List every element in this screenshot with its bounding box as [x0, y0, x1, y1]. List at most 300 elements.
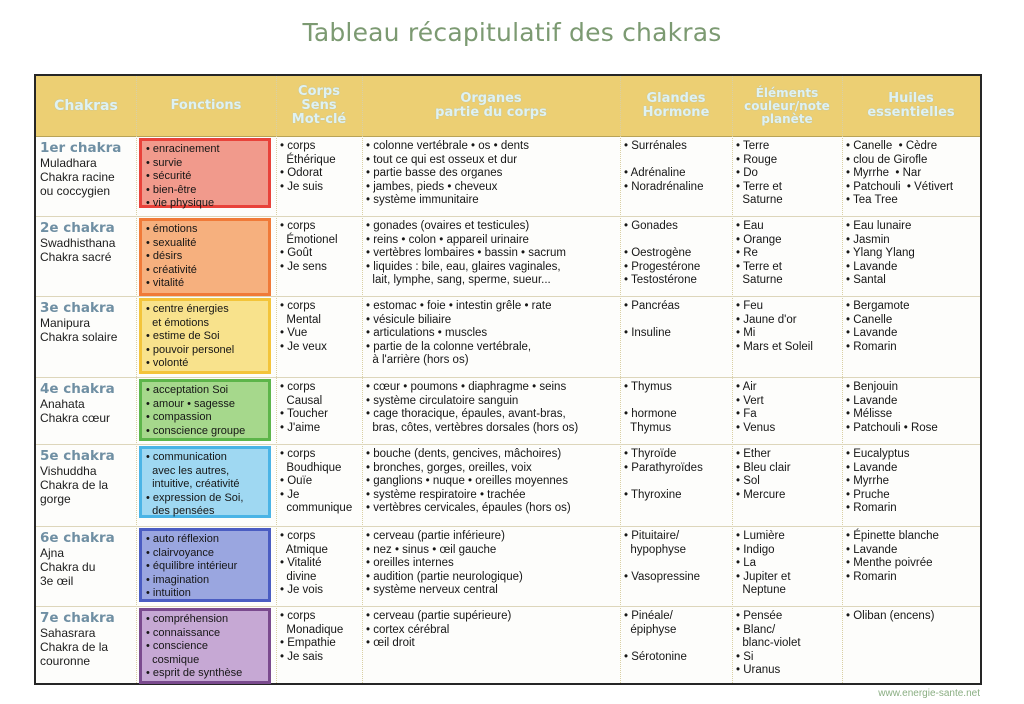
table-row — [36, 377, 980, 444]
glandes-list — [624, 448, 732, 502]
list-item: • esprit de synthèse — [146, 667, 243, 680]
chakra-subtitle: Swadhisthana Chakra sacré — [40, 236, 116, 264]
list-item: • Indigo — [736, 543, 775, 556]
organes-list — [366, 220, 620, 288]
list-item: • Vert — [736, 394, 764, 407]
chakra-name — [40, 300, 136, 344]
fonctions-box — [139, 528, 271, 602]
corps-list — [280, 610, 362, 664]
elements-cell — [736, 300, 842, 354]
list-item: • vitalité — [146, 277, 185, 290]
list-item: • Ether — [736, 448, 771, 460]
list-item: • Bleu clair — [736, 461, 791, 474]
elements-cell — [736, 140, 842, 208]
list-item: Neptune — [736, 584, 786, 597]
list-item: Boudhique — [280, 461, 342, 474]
fonctions-box — [139, 298, 271, 374]
header-organes: Organes partie du corps — [435, 91, 547, 120]
huiles-list — [846, 220, 980, 288]
list-item: • corps — [280, 530, 316, 542]
list-item: • désirs — [146, 250, 183, 263]
row-divider — [36, 377, 980, 378]
chakra-name — [40, 381, 136, 425]
list-item: • Gonades — [624, 220, 678, 232]
elements-cell — [736, 448, 842, 502]
organes-cell — [366, 448, 620, 516]
chakra-subtitle: Anahata Chakra cœur — [40, 397, 111, 425]
glandes-cell — [624, 448, 732, 502]
list-item: • partie de la colonne vertébrale, — [366, 340, 532, 353]
elements-cell — [736, 530, 842, 598]
glandes-list — [624, 140, 732, 194]
elements-list — [736, 300, 842, 354]
corps-cell — [280, 140, 362, 194]
chakra-number: 3e chakra — [40, 300, 115, 316]
list-item: communique — [280, 502, 353, 515]
corps-list — [280, 381, 362, 435]
list-item: • Romarin — [846, 502, 897, 515]
huiles-list — [846, 300, 980, 354]
list-item: • Pruche — [846, 488, 890, 501]
huiles-cell — [846, 530, 980, 584]
chakra-number: 2e chakra — [40, 220, 115, 236]
list-item: • Feu — [736, 300, 764, 312]
list-item: • Lumière — [736, 530, 785, 542]
list-item: cosmique — [146, 653, 200, 666]
fonctions-list — [146, 223, 264, 291]
list-item: • Menthe poivrée — [846, 557, 933, 570]
list-item: • Pancréas — [624, 300, 680, 312]
list-item: • Pinéale/ — [624, 610, 673, 622]
table-row — [36, 296, 980, 377]
list-item: • Je sais — [280, 650, 324, 663]
chakra-number: 4e chakra — [40, 381, 115, 397]
list-item: • Testostérone — [624, 274, 697, 287]
list-item: • Mi — [736, 327, 756, 340]
list-item: • imagination — [146, 573, 210, 586]
corps-cell — [280, 530, 362, 598]
list-item: • reins • colon • appareil urinaire — [366, 233, 529, 246]
elements-cell — [736, 381, 842, 435]
list-item: • Goût — [280, 247, 313, 260]
glandes-list — [624, 381, 732, 435]
list-item: • Myrrhe — [846, 475, 890, 488]
list-item: • conscience — [146, 640, 208, 653]
elements-cell — [736, 220, 842, 288]
huiles-cell — [846, 140, 980, 208]
list-item: • œil droit — [366, 637, 415, 650]
list-item: intuitive, créativité — [146, 478, 240, 491]
organes-list — [366, 530, 620, 598]
chakra-subtitle: Vishuddha Chakra de la gorge — [40, 464, 109, 506]
chakra-name — [40, 140, 136, 198]
list-item: • corps — [280, 140, 316, 152]
corps-cell — [280, 610, 362, 664]
organes-list — [366, 300, 620, 368]
list-item: Éthérique — [280, 153, 336, 166]
glandes-cell — [624, 381, 732, 435]
list-item: Émotionel — [280, 233, 338, 246]
list-item: • estime de Soi — [146, 330, 220, 343]
huiles-list — [846, 530, 980, 584]
glandes-cell — [624, 300, 732, 341]
elements-list — [736, 140, 842, 208]
table-row — [36, 216, 980, 296]
list-item: • Si — [736, 650, 754, 663]
organes-list — [366, 610, 620, 651]
chakra-subtitle: Muladhara Chakra racine ou coccygien — [40, 156, 115, 198]
chakra-name — [40, 530, 136, 588]
header-elements: Éléments couleur/note planète — [744, 85, 830, 126]
list-item: • Eau — [736, 220, 764, 232]
list-item: Atmique — [280, 543, 328, 556]
list-item: • cage thoracique, épaules, avant-bras, — [366, 408, 566, 421]
huiles-list — [846, 448, 980, 516]
organes-cell — [366, 140, 620, 208]
corps-cell — [280, 381, 362, 435]
list-item: • Air — [736, 381, 757, 393]
row-divider — [36, 606, 980, 607]
list-item: • connaissance — [146, 626, 221, 639]
list-item: hypophyse — [624, 543, 687, 556]
glandes-list — [624, 220, 732, 288]
list-item: • gonades (ovaires et testicules) — [366, 220, 530, 232]
list-item: • La — [736, 557, 757, 570]
list-item: • Je vois — [280, 584, 324, 597]
list-item: Saturne — [736, 274, 783, 287]
list-item: • Ylang Ylang — [846, 247, 915, 260]
organes-list — [366, 381, 620, 435]
organes-cell — [366, 220, 620, 288]
list-item: des pensées — [146, 505, 215, 518]
list-item: • Pituitaire/ — [624, 530, 680, 542]
chakra-number: 6e chakra — [40, 530, 115, 546]
list-item: • Noradrénaline — [624, 180, 704, 193]
list-item: • bronches, gorges, oreilles, voix — [366, 461, 532, 474]
list-item: avec les autres, — [146, 464, 230, 477]
list-item — [624, 557, 732, 571]
list-item — [624, 475, 732, 489]
list-item: • système immunitaire — [366, 194, 479, 207]
list-item: • enracinement — [146, 143, 220, 155]
list-item: • nez • sinus • œil gauche — [366, 543, 497, 556]
corps-list — [280, 220, 362, 274]
list-item: • Vasopressine — [624, 570, 701, 583]
list-item: Saturne — [736, 194, 783, 207]
list-item: et émotions — [146, 316, 209, 329]
list-item: divine — [280, 570, 317, 583]
list-item: • amour • sagesse — [146, 397, 236, 410]
list-item: • vertèbres lombaires • bassin • sacrum — [366, 247, 566, 260]
list-item: • cerveau (partie supérieure) — [366, 610, 512, 622]
fonctions-box — [139, 218, 271, 296]
huiles-list — [846, 610, 980, 624]
list-item: • Mercure — [736, 488, 786, 501]
header-corps: Corps Sens Mot-clé — [291, 84, 347, 127]
chakra-subtitle: Manipura Chakra solaire — [40, 316, 118, 344]
chakra-subtitle: Sahasrara Chakra de la couronne — [40, 626, 109, 668]
list-item: • cœur • poumons • diaphragme • seins — [366, 381, 567, 393]
list-item: • Do — [736, 167, 758, 180]
list-item: • ganglions • nuque • oreilles moyennes — [366, 475, 568, 488]
list-item: • Sol — [736, 475, 760, 488]
list-item: • expression de Soi, — [146, 491, 244, 504]
glandes-cell — [624, 530, 732, 584]
table-row — [36, 606, 980, 683]
list-item: • volonté — [146, 357, 189, 370]
list-item: • Lavande — [846, 543, 898, 556]
corps-list — [280, 300, 362, 354]
glandes-list — [624, 300, 732, 341]
huiles-cell — [846, 220, 980, 288]
list-item — [624, 314, 732, 328]
list-item: à l'arrière (hors os) — [366, 354, 469, 367]
corps-list — [280, 448, 362, 516]
list-item: Monadique — [280, 623, 344, 636]
list-item: • corps — [280, 610, 316, 622]
glandes-cell — [624, 610, 732, 664]
elements-list — [736, 610, 842, 678]
list-item: • Je — [280, 488, 300, 501]
corps-cell — [280, 300, 362, 354]
list-item: • colonne vertébrale • os • dents — [366, 140, 529, 152]
list-item: • Lavande — [846, 461, 898, 474]
list-item: • Eau lunaire — [846, 220, 912, 232]
huiles-cell — [846, 300, 980, 354]
list-item: • Vue — [280, 327, 308, 340]
list-item: • Terre et — [736, 260, 782, 273]
list-item: • pouvoir personel — [146, 343, 235, 356]
glandes-list — [624, 610, 732, 664]
list-item: • Rouge — [736, 153, 778, 166]
list-item: • Thyroïde — [624, 448, 677, 460]
fonctions-list — [146, 303, 264, 371]
table-row — [36, 136, 980, 216]
glandes-cell — [624, 140, 732, 194]
source-link[interactable]: www.energie-sante.net — [878, 688, 980, 699]
list-item: • Empathie — [280, 637, 336, 650]
header-huiles: Huiles essentielles — [867, 91, 955, 120]
list-item: Causal — [280, 394, 323, 407]
list-item: • Re — [736, 247, 758, 260]
huiles-cell — [846, 381, 980, 435]
list-item — [624, 154, 732, 168]
header-chakras: Chakras — [54, 98, 118, 114]
list-item — [624, 395, 732, 409]
list-item: • Romarin — [846, 340, 897, 353]
list-item: • sécurité — [146, 170, 192, 183]
huiles-cell — [846, 448, 980, 516]
list-item: • Santal — [846, 274, 886, 287]
elements-list — [736, 220, 842, 288]
list-item: • corps — [280, 381, 316, 393]
list-item: • système nerveux central — [366, 584, 498, 597]
list-item: • tout ce qui est osseux et dur — [366, 153, 518, 166]
list-item: • Orange — [736, 233, 782, 246]
list-item: • système respiratoire • trachée — [366, 488, 526, 501]
corps-cell — [280, 448, 362, 516]
list-item: • vie physique — [146, 197, 215, 210]
list-item: • Toucher — [280, 408, 328, 421]
list-item: • Uranus — [736, 664, 781, 677]
chakra-name — [40, 610, 136, 668]
list-item: • vésicule biliaire — [366, 313, 452, 326]
list-item: • Mars et Soleil — [736, 340, 813, 353]
elements-list — [736, 448, 842, 502]
list-item: • Benjouin — [846, 381, 898, 393]
list-item: • Terre et — [736, 180, 782, 193]
list-item: bras, côtes, vertèbres dorsales (hors os) — [366, 421, 579, 434]
chakra-name — [40, 220, 136, 264]
list-item: lait, lymphe, sang, sperme, sueur... — [366, 274, 551, 287]
list-item: • vertèbres cervicales, épaules (hors os) — [366, 502, 571, 515]
list-item: • Blanc/ — [736, 623, 776, 636]
corps-cell — [280, 220, 362, 274]
list-item: • clairvoyance — [146, 546, 215, 559]
fonctions-list — [146, 384, 264, 438]
fonctions-box — [139, 446, 271, 518]
list-item: • Je suis — [280, 180, 324, 193]
list-item: • Venus — [736, 421, 776, 434]
list-item: • Patchouli • Vétivert — [846, 180, 954, 193]
list-item: • cortex cérébral — [366, 623, 450, 636]
list-item: • Je sens — [280, 260, 327, 273]
elements-list — [736, 530, 842, 598]
fonctions-list — [146, 143, 264, 211]
list-item: • acceptation Soi — [146, 384, 229, 396]
list-item: • compréhension — [146, 613, 229, 625]
list-item: • Myrrhe • Nar — [846, 167, 922, 180]
list-item: • intuition — [146, 587, 191, 600]
fonctions-box — [139, 379, 271, 441]
list-item: • Jaune d'or — [736, 313, 797, 326]
row-divider — [36, 526, 980, 527]
row-divider — [36, 296, 980, 297]
list-item: • Ouïe — [280, 475, 313, 488]
chakra-number: 1er chakra — [40, 140, 122, 156]
list-item: Mental — [280, 313, 321, 326]
list-item: • hormone — [624, 408, 677, 421]
list-item: • Progestérone — [624, 260, 701, 273]
corps-list — [280, 140, 362, 194]
list-item: • Jupiter et — [736, 570, 791, 583]
table-row — [36, 444, 980, 526]
list-item: • Canelle — [846, 313, 893, 326]
list-item: • Thyroxine — [624, 488, 682, 501]
organes-cell — [366, 610, 620, 651]
list-item: • Romarin — [846, 570, 897, 583]
chakra-number: 5e chakra — [40, 448, 115, 464]
table-row — [36, 526, 980, 606]
list-item: • corps — [280, 220, 316, 232]
table-header — [36, 76, 980, 137]
list-item: • corps — [280, 448, 316, 460]
list-item: • Parathyroïdes — [624, 461, 703, 474]
list-item: • sexualité — [146, 236, 197, 249]
elements-cell — [736, 610, 842, 678]
list-item: • Lavande — [846, 394, 898, 407]
row-divider — [36, 444, 980, 445]
list-item: • Patchouli • Rose — [846, 421, 938, 434]
list-item: • survie — [146, 156, 183, 169]
list-item: • Canelle • Cèdre — [846, 140, 938, 152]
list-item: • Terre — [736, 140, 770, 152]
list-item: • Adrénaline — [624, 167, 686, 180]
list-item: • Je veux — [280, 340, 327, 353]
chakra-number: 7e chakra — [40, 610, 115, 626]
list-item: • conscience groupe — [146, 424, 246, 437]
list-item: • Oestrogène — [624, 247, 692, 260]
header-glandes: Glandes Hormone — [642, 91, 710, 120]
list-item: • Thymus — [624, 381, 672, 393]
list-item: • équilibre intérieur — [146, 560, 238, 573]
list-item: • Tea Tree — [846, 194, 898, 207]
huiles-cell — [846, 610, 980, 624]
list-item: • bien-être — [146, 183, 197, 196]
chakra-table — [34, 74, 982, 685]
list-item: Thymus — [624, 421, 672, 434]
list-item: • Insuline — [624, 327, 671, 340]
list-item: • auto réflexion — [146, 533, 219, 545]
list-item: • système circulatoire sanguin — [366, 394, 519, 407]
list-item: • J'aime — [280, 421, 321, 434]
list-item: • centre énergies — [146, 303, 229, 315]
list-item: • audition (partie neurologique) — [366, 570, 523, 583]
organes-cell — [366, 300, 620, 368]
list-item: • Bergamote — [846, 300, 910, 312]
fonctions-list — [146, 451, 264, 519]
list-item: • Lavande — [846, 327, 898, 340]
list-item: • jambes, pieds • cheveux — [366, 180, 498, 193]
list-item: • Mélisse — [846, 408, 893, 421]
list-item: • compassion — [146, 411, 212, 424]
fonctions-list — [146, 613, 264, 681]
organes-cell — [366, 530, 620, 598]
list-item: • bouche (dents, gencives, mâchoires) — [366, 448, 562, 460]
list-item: • Odorat — [280, 167, 323, 180]
list-item: • oreilles internes — [366, 557, 454, 570]
list-item: épiphyse — [624, 623, 677, 636]
list-item: • Eucalyptus — [846, 448, 910, 460]
glandes-list — [624, 530, 732, 584]
list-item: • Sérotonine — [624, 650, 687, 663]
fonctions-box — [139, 608, 271, 684]
chakra-subtitle: Ajna Chakra du 3e œil — [40, 546, 96, 588]
list-item: • corps — [280, 300, 316, 312]
organes-cell — [366, 381, 620, 435]
organes-list — [366, 140, 620, 208]
huiles-list — [846, 140, 980, 208]
list-item: • Jasmin — [846, 233, 890, 246]
elements-list — [736, 381, 842, 435]
list-item: • Lavande — [846, 260, 898, 273]
list-item: • liquides : bile, eau, glaires vaginales, — [366, 260, 561, 273]
organes-list — [366, 448, 620, 516]
header-fonctions: Fonctions — [170, 98, 242, 113]
fonctions-list — [146, 533, 264, 601]
corps-list — [280, 530, 362, 598]
list-item: • émotions — [146, 223, 198, 235]
list-item: • Oliban (encens) — [846, 610, 935, 622]
huiles-list — [846, 381, 980, 435]
page-title: Tableau récapitulatif des chakras — [302, 18, 722, 47]
list-item: • Pensée — [736, 610, 783, 622]
list-item: • Fa — [736, 408, 757, 421]
list-item: • estomac • foie • intestin grêle • rate — [366, 300, 552, 312]
list-item: • communication — [146, 451, 227, 463]
list-item — [624, 637, 732, 651]
list-item: • cerveau (partie inférieure) — [366, 530, 505, 542]
